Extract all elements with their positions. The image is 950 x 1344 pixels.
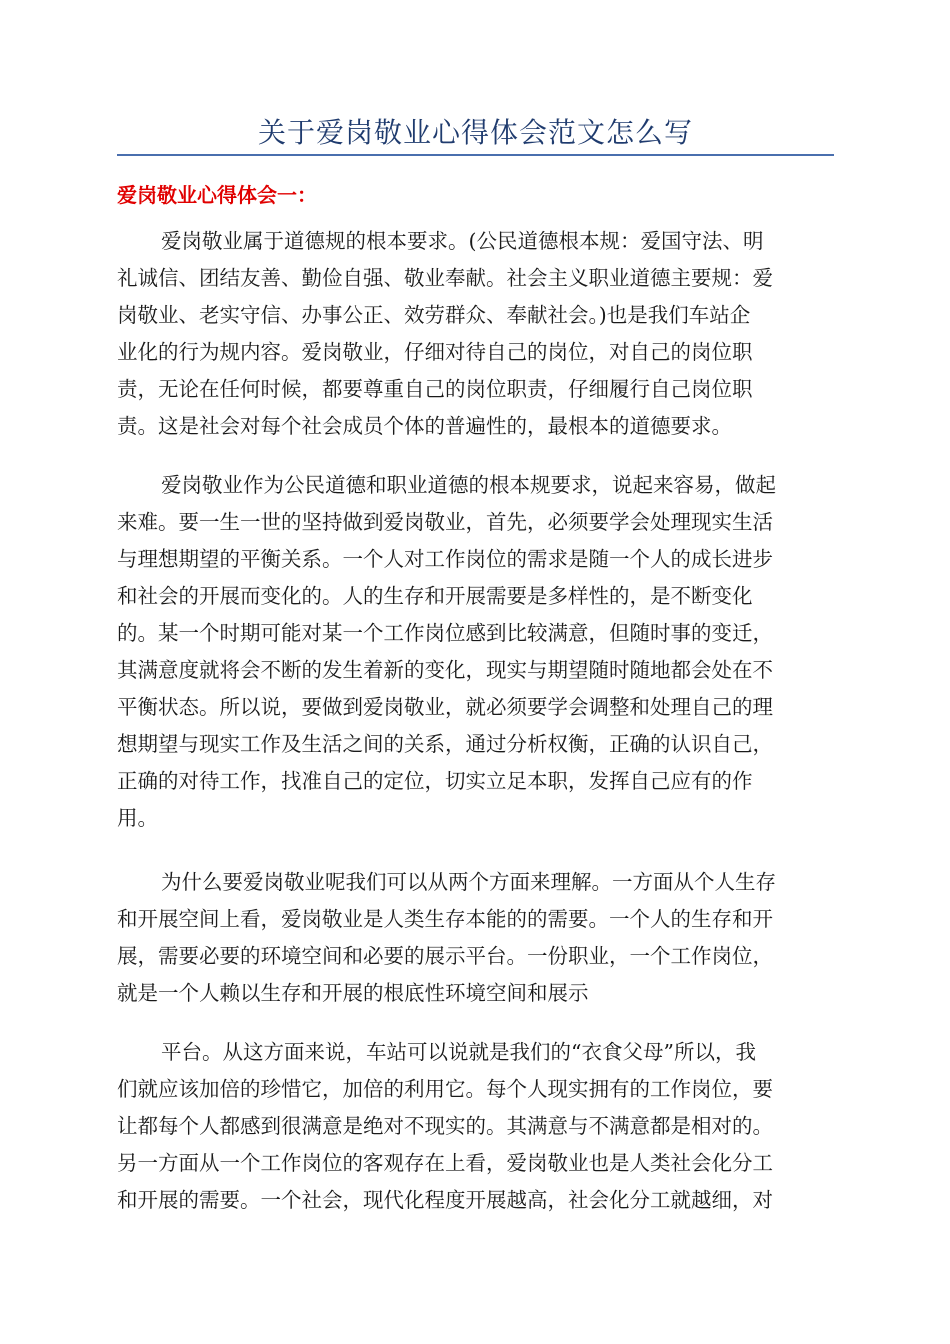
paragraph-4: [117, 1034, 834, 1219]
paragraph-line: 的。某一个时期可能对某一个工作岗位感到比较满意，但随时事的变迁，: [117, 621, 773, 645]
paragraph-line: 其满意度就将会不断的发生着新的变化，现实与期望随时随地都会处在不: [117, 658, 773, 682]
paragraph-line: 责，无论在任何时候，都要尊重自己的岗位职责，仔细履行自己岗位职: [117, 377, 753, 401]
paragraph-line: 礼诚信、团结友善、勤俭自强、敬业奉献。社会主义职业道德主要规：爱: [117, 266, 773, 290]
paragraph-line: 正确的对待工作，找准自己的定位，切实立足本职，发挥自己应有的作: [117, 769, 753, 793]
paragraph-line: 为什么要爱岗敬业呢我们可以从两个方面来理解。一方面从个人生存: [161, 870, 776, 894]
paragraph-line: 爱岗敬业作为公民道德和职业道德的根本规要求，说起来容易，做起: [161, 473, 776, 497]
paragraph-line: 来难。要一生一世的坚持做到爱岗敬业，首先，必须要学会处理现实生活: [117, 510, 773, 534]
paragraph-line: 岗敬业、老实守信、办事公正、效劳群众、奉献社会。)也是我们车站企: [117, 303, 751, 327]
paragraph-1: [117, 223, 834, 445]
paragraph-line: 展，需要必要的环境空间和必要的展示平台。一份职业，一个工作岗位，: [117, 944, 773, 968]
document-title: 关于爱岗敬业心得体会范文怎么写: [257, 116, 693, 149]
paragraph-line: 和开展的需要。一个社会，现代化程度开展越高，社会化分工就越细，对: [117, 1188, 773, 1212]
paragraph-line: 爱岗敬业属于道德规的根本要求。(公民道德根本规：爱国守法、明: [161, 229, 764, 253]
paragraph-line: 与理想期望的平衡关系。一个人对工作岗位的需求是随一个人的成长进步: [117, 547, 773, 571]
paragraph-line: 平台。从这方面来说，车站可以说就是我们的“衣食父母”所以，我: [161, 1040, 756, 1064]
paragraph-line: 们就应该加倍的珍惜它，加倍的利用它。每个人现实拥有的工作岗位，要: [117, 1077, 773, 1101]
paragraph-line: 业化的行为规内容。爱岗敬业，仔细对待自己的岗位，对自己的岗位职: [117, 340, 753, 364]
paragraph-line: 和社会的开展而变化的。人的生存和开展需要是多样性的，是不断变化: [117, 584, 753, 608]
paragraph-line: 另一方面从一个工作岗位的客观存在上看，爱岗敬业也是人类社会化分工: [117, 1151, 773, 1175]
paragraph-line: 让都每个人都感到很满意是绝对不现实的。其满意与不满意都是相对的。: [117, 1114, 773, 1138]
section-heading: 爱岗敬业心得体会一：: [117, 183, 317, 207]
paragraph-line: 和开展空间上看，爱岗敬业是人类生存本能的的需要。一个人的生存和开: [117, 907, 773, 931]
paragraph-line: 就是一个人赖以生存和开展的根底性环境空间和展示: [117, 981, 589, 1005]
paragraph-line: 用。: [117, 806, 158, 830]
title-underline: [117, 154, 834, 156]
paragraph-3: [117, 864, 834, 1012]
paragraph-line: 平衡状态。所以说，要做到爱岗敬业，就必须要学会调整和处理自己的理: [117, 695, 773, 719]
paragraph-line: 责。这是社会对每个社会成员个体的普遍性的，最根本的道德要求。: [117, 414, 732, 438]
paragraph-2: [117, 467, 834, 837]
paragraph-line: 想期望与现实工作及生活之间的关系，通过分析权衡，正确的认识自己，: [117, 732, 773, 756]
